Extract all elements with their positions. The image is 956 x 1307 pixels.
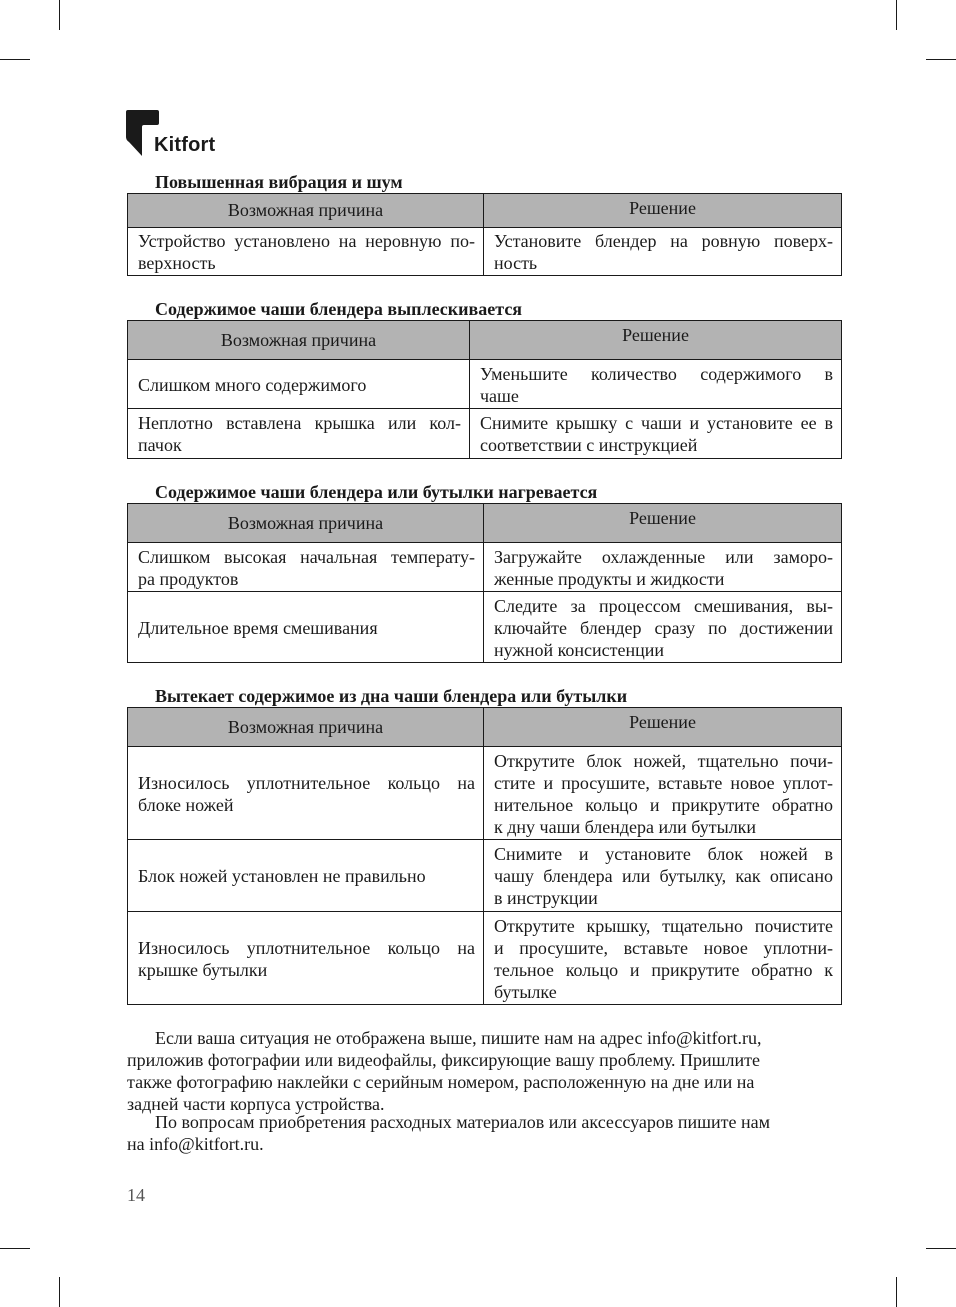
cause-cell: Длительное время смешивания	[128, 592, 484, 663]
solution-cell: Снимите крышку с чаши и установите ее в соответствии с инструкцией	[470, 409, 842, 459]
solution-cell: Установите блендер на ровную поверх- ность	[484, 228, 842, 276]
header-cause: Возможная причина	[128, 708, 484, 747]
solution-cell: Открутите крышку, тщательно почистите и просушите, вставьте новое уплотни- тельное кольцо и прикрутите обратно к бутылке	[484, 912, 842, 1005]
cause-cell: Устройство установлено на неровную по- верхность	[128, 228, 484, 276]
table-row	[128, 840, 842, 912]
crop-mark	[926, 59, 956, 60]
troubleshooting-table	[127, 707, 842, 1005]
section-heating	[127, 481, 841, 663]
contact-paragraph: Если ваша ситуация не отображена выше, пишите нам на адрес info@kitfort.ru, приложив фотографии или видеофайлы, фиксирующие вашу проблему. Пришлите также фотографию наклейки с серийным номером, расположенную на дне или на задней части корпуса устройства.	[127, 1028, 762, 1114]
section-title: Содержимое чаши блендера или бутылки нагревается	[155, 482, 598, 502]
troubleshooting-table	[127, 503, 842, 663]
header-solution: Решение	[470, 321, 842, 360]
cause-cell: Неплотно вставлена крышка или кол- пачок	[128, 409, 470, 459]
crop-mark	[896, 0, 897, 30]
section-title: Повышенная вибрация и шум	[155, 172, 403, 192]
crop-mark	[59, 1277, 60, 1307]
solution-cell: Загружайте охлажденные или заморо- женные продукты и жидкости	[484, 543, 842, 592]
solution-cell: Открутите блок ножей, тщательно почи- стите и просушите, вставьте новое уплот- нительное кольцо и прикрутите обратно к дну чаши блендера или бутылки	[484, 747, 842, 840]
cause-cell: Блок ножей установлен не правильно	[128, 840, 484, 912]
header-cause: Возможная причина	[128, 504, 484, 543]
table-row	[128, 543, 842, 592]
troubleshooting-table	[127, 320, 842, 459]
table-row	[128, 360, 842, 409]
crop-mark	[59, 0, 60, 30]
troubleshooting-table	[127, 193, 842, 276]
crop-mark	[896, 1277, 897, 1307]
solution-cell: Уменьшите количество содержимого в чаше	[470, 360, 842, 409]
header-solution: Решение	[484, 504, 842, 543]
table-row	[128, 228, 842, 276]
crop-mark	[926, 1248, 956, 1249]
cause-cell: Слишком много содержимого	[128, 360, 470, 409]
header-solution: Решение	[484, 708, 842, 747]
section-leaking	[127, 685, 841, 1005]
solution-cell: Снимите и установите блок ножей в чашу блендера или бутылку, как описано в инструкции	[484, 840, 842, 912]
cause-cell: Слишком высокая начальная температу- ра продуктов	[128, 543, 484, 592]
solution-cell: Следите за процессом смешивания, вы- ключайте блендер сразу по достижении нужной консистенции	[484, 592, 842, 663]
section-title: Вытекает содержимое из дна чаши блендера или бутылки	[155, 686, 628, 706]
table-row	[128, 747, 842, 840]
table-row	[128, 409, 842, 459]
cause-cell: Износилось уплотнительное кольцо на блоке ножей	[128, 747, 484, 840]
brand-name: Kitfort	[154, 134, 216, 156]
crop-mark	[0, 59, 30, 60]
header-cause: Возможная причина	[128, 194, 484, 228]
table-row	[128, 912, 842, 1005]
accessories-paragraph: По вопросам приобретения расходных материалов или аксессуаров пишите нам на info@kitfort.ru.	[127, 1112, 770, 1154]
header-solution: Решение	[484, 194, 842, 228]
page-number: 14	[127, 1185, 145, 1205]
header-cause: Возможная причина	[128, 321, 470, 360]
section-vibration	[127, 171, 841, 276]
table-row	[128, 592, 842, 663]
cause-cell: Износилось уплотнительное кольцо на крышке бутылки	[128, 912, 484, 1005]
section-title: Содержимое чаши блендера выплескивается	[155, 299, 523, 319]
crop-mark	[0, 1248, 30, 1249]
section-splashing	[127, 298, 841, 459]
